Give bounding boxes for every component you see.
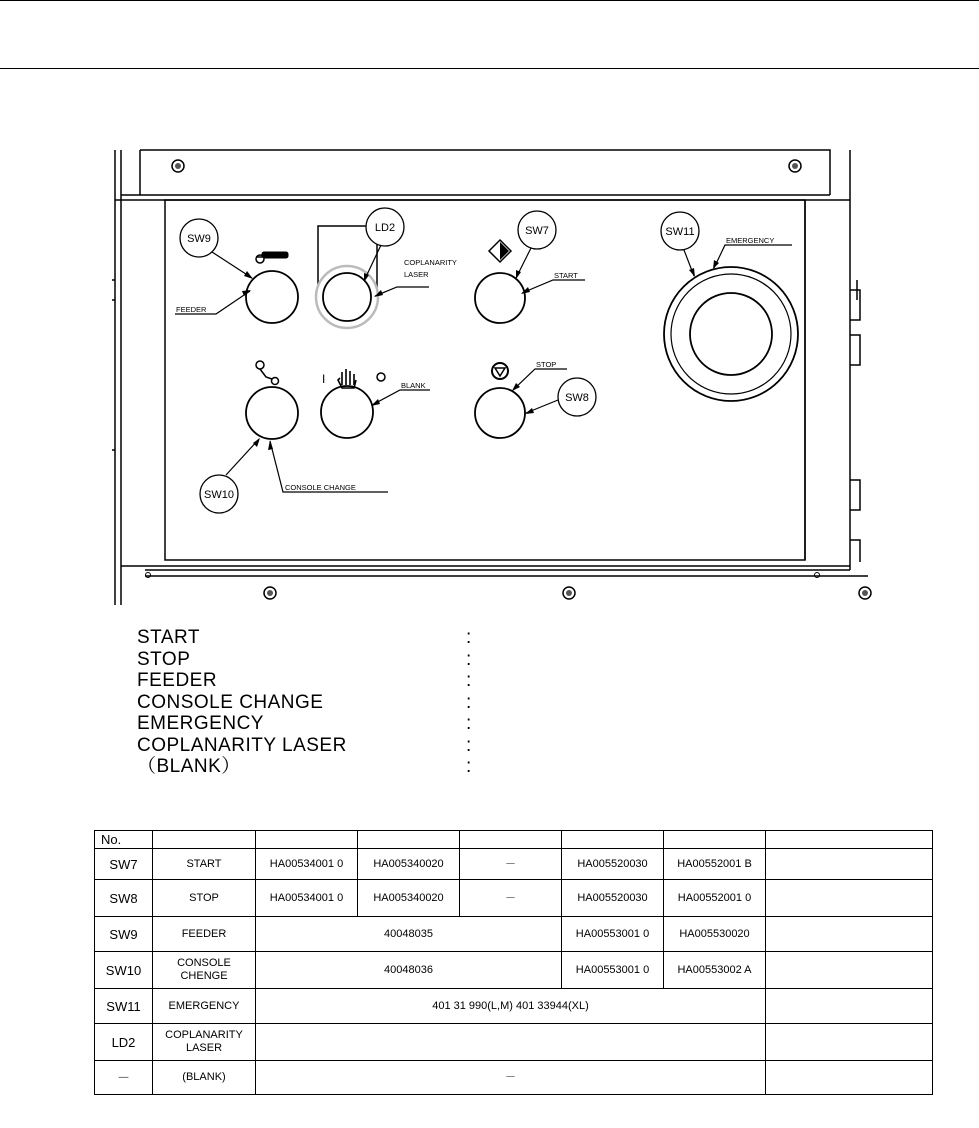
- console-change-icon: [256, 361, 279, 385]
- cell-note: [766, 1024, 933, 1061]
- legend-name: CONSOLE CHANGE: [137, 691, 324, 713]
- legend-colon: :: [466, 734, 472, 756]
- screw-icon: [264, 587, 276, 599]
- legend-row: [137, 692, 537, 714]
- header-cell: [766, 831, 933, 849]
- stop-label: STOP: [536, 360, 557, 369]
- screw-icon: [789, 160, 801, 172]
- cell-part: HA005340020: [358, 849, 460, 880]
- cell-name: [153, 1024, 256, 1061]
- callout-sw7-label: SW7: [525, 225, 549, 237]
- cell-no: SW8: [95, 880, 153, 917]
- cell-part-span: 40048036: [256, 952, 562, 989]
- stop-icon: [492, 363, 508, 379]
- feeder-button[interactable]: [246, 271, 298, 323]
- screw-icon: [172, 160, 184, 172]
- cell-part: HA00553001 0: [562, 917, 664, 952]
- legend-name: START: [137, 627, 201, 648]
- legend-colon: :: [466, 691, 472, 713]
- legend-colon: :: [466, 756, 472, 777]
- table-header-row: [95, 831, 933, 849]
- cell-note: [766, 1061, 933, 1095]
- screw-icon: [859, 587, 871, 599]
- legend-name: STOP: [137, 648, 191, 670]
- cell-name-line: CHENGE: [180, 970, 228, 982]
- cell-part-span: 40048035: [256, 917, 562, 952]
- console-change-button[interactable]: [246, 387, 298, 439]
- start-icon: [489, 240, 511, 262]
- legend-row: [137, 649, 537, 671]
- cell-no: SW11: [95, 989, 153, 1024]
- leader-line: [513, 369, 567, 390]
- cell-part: HA005530020: [664, 917, 766, 952]
- cell-note: [766, 849, 933, 880]
- legend-list: [137, 627, 537, 778]
- table-row: [95, 880, 933, 917]
- legend-colon: :: [466, 713, 472, 734]
- header-cell: [562, 831, 664, 849]
- feeder-label: FEEDER: [176, 305, 207, 314]
- cell-part: HA00534001 0: [256, 849, 358, 880]
- cell-no: LD2: [95, 1024, 153, 1061]
- cell-note: [766, 952, 933, 989]
- leader-line: [522, 280, 585, 293]
- cell-part: HA005520030: [562, 849, 664, 880]
- cell-name: [153, 952, 256, 989]
- callout-sw10-label: SW10: [204, 489, 234, 501]
- legend-name: EMERGENCY: [137, 713, 264, 734]
- header-cell: [460, 831, 562, 849]
- feeder-icon: [256, 252, 288, 263]
- mode-off-icon: [377, 373, 385, 381]
- cell-no: SW9: [95, 917, 153, 952]
- cell-part: HA00552001 0: [664, 880, 766, 917]
- mode-on-label: I: [322, 372, 326, 386]
- table-row: [95, 952, 933, 989]
- table-row: [95, 917, 933, 952]
- cell-name-line: LASER: [185, 1042, 223, 1054]
- cell-name: START: [153, 849, 256, 880]
- cell-part: HA005520030: [562, 880, 664, 917]
- table-row: [95, 989, 933, 1024]
- legend-row: [137, 735, 537, 757]
- emergency-label: EMERGENCY: [726, 236, 775, 245]
- cell-name-line: CONSOLE: [177, 957, 231, 969]
- legend-colon: :: [466, 627, 472, 648]
- header-cell: [358, 831, 460, 849]
- stop-button[interactable]: [475, 388, 525, 438]
- cell-name-line: COPLANARITY: [165, 1029, 243, 1041]
- cell-part-span: 401 31 990(L,M) 401 33944(XL): [256, 989, 766, 1024]
- header-cell: [256, 831, 358, 849]
- cell-part: HA00552001 B: [664, 849, 766, 880]
- cell-part: HA00534001 0: [256, 880, 358, 917]
- cell-no: SW10: [95, 952, 153, 989]
- legend-row: [137, 713, 537, 735]
- emergency-button-cap[interactable]: [690, 293, 772, 375]
- leader-line: [226, 439, 259, 475]
- cell-name: STOP: [153, 880, 256, 917]
- cell-part: HA005340020: [358, 880, 460, 917]
- parts-table: [94, 830, 933, 1095]
- coplanarity-label-line1: COPLANARITY: [404, 258, 457, 267]
- legend-name: COPLANARITY LASER: [137, 734, 347, 756]
- leader-line: [375, 287, 429, 296]
- callout-sw11-label: SW11: [665, 226, 695, 238]
- table-row: [95, 1024, 933, 1061]
- cell-name: EMERGENCY: [153, 989, 256, 1024]
- cell-name: FEEDER: [153, 917, 256, 952]
- blank-label: BLANK: [401, 381, 426, 390]
- cell-name: (BLANK): [153, 1061, 256, 1095]
- cell-no: －: [95, 1061, 153, 1095]
- callout-ld2-label: LD2: [374, 222, 396, 234]
- legend-row: [137, 756, 537, 778]
- start-label: START: [554, 271, 578, 280]
- start-button[interactable]: [475, 273, 525, 323]
- legend-name: （BLANK）: [137, 756, 241, 777]
- table-row: [95, 849, 933, 880]
- legend-row: [137, 670, 537, 692]
- legend-row: [137, 627, 537, 649]
- cell-no: SW7: [95, 849, 153, 880]
- leader-line: [714, 245, 792, 268]
- cell-part: －: [460, 880, 562, 917]
- leader-line: [372, 390, 430, 405]
- cell-part-span: －: [256, 1061, 766, 1095]
- cell-part: －: [460, 849, 562, 880]
- cell-note: [766, 989, 933, 1024]
- header-cell: [153, 831, 256, 849]
- blank-button[interactable]: [321, 386, 373, 438]
- cell-note: [766, 880, 933, 917]
- cell-note: [766, 917, 933, 952]
- cell-part-span: [256, 1024, 766, 1061]
- table-row: [95, 1061, 933, 1095]
- cell-part: HA00553001 0: [562, 952, 664, 989]
- screw-icon: [563, 587, 575, 599]
- legend-colon: :: [466, 670, 472, 691]
- console-change-label: CONSOLE CHANGE: [285, 483, 356, 492]
- callout-sw8-label: SW8: [565, 392, 589, 404]
- legend-name: FEEDER: [137, 670, 218, 691]
- header-cell: [664, 831, 766, 849]
- callout-sw9-label: SW9: [187, 233, 211, 245]
- coplanarity-label-line2: LASER: [404, 270, 429, 279]
- legend-colon: :: [466, 648, 472, 670]
- header-no: No.: [95, 831, 153, 849]
- cell-part: HA00553002 A: [664, 952, 766, 989]
